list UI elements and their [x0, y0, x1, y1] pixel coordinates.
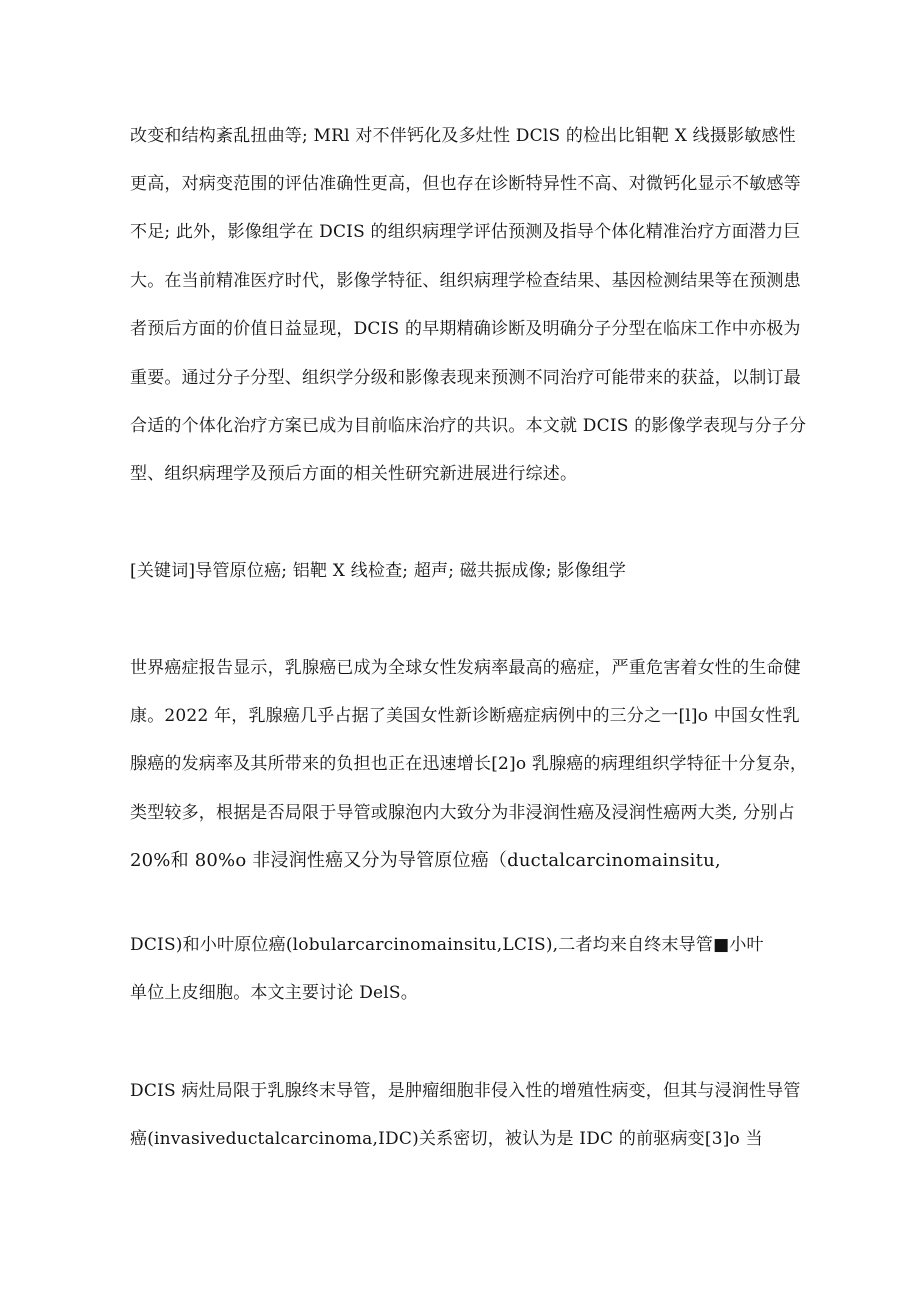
keywords: [关键词]导管原位癌; 铝靶 X 线检查; 超声; 磁共振成像; 影像组学 — [130, 561, 627, 581]
abstract-line: 不足; 此外，影像组学在 DCIS 的组织病理学评估预测及指导个体化精准治疗方面潜力巨 — [130, 222, 801, 242]
abstract-line: 大。在当前精准医疗时代，影像学特征、组织病理学检查结果、基因检测结果等在预测患 — [130, 271, 801, 291]
abstract-line: 更高，对病变范围的评估准确性更高，但也存在诊断特异性不高、对微钙化显示不敏感等 — [130, 174, 801, 194]
body-line: 类型较多，根据是否局限于导管或腺泡内大致分为非浸润性癌及浸润性癌两大类, 分别占 — [130, 803, 795, 823]
abstract-line: 型、组织病理学及预后方面的相关性研究新进展进行综述。 — [130, 464, 578, 484]
body-line: 单位上皮细胞。本文主要讨论 DelS。 — [130, 983, 418, 1003]
body-line: 20%和 80%o 非浸润性癌又分为导管原位癌（ductalcarcinomainsitu, — [130, 850, 721, 871]
abstract-line: 者预后方面的价值日益显现，DCIS 的早期精确诊断及明确分子分型在临床工作中亦极为 — [130, 319, 801, 339]
abstract-line: 合适的个体化治疗方案已成为目前临床治疗的共识。本文就 DCIS 的影像学表现与分子分 — [130, 416, 807, 436]
body-line: 世界癌症报告显示，乳腺癌已成为全球女性发病率最高的癌症，严重危害着女性的生命健 — [130, 658, 801, 678]
body-line: DCIS)和小叶原位癌(lobularcarcinomainsitu,LCIS),二者均来自终末导管■小叶 — [130, 935, 764, 955]
body-line: 腺癌的发病率及其所带来的负担也正在迅速增长[2]o 乳腺癌的病理组织学特征十分复杂， — [130, 754, 808, 774]
abstract-line: 改变和结构紊乱扭曲等; MRl 对不伴钙化及多灶性 DClS 的检出比钼靶 X 线摄影敏感性 — [130, 126, 796, 146]
body-line: 癌(invasiveductalcarcinoma,IDC)关系密切，被认为是 IDC 的前驱病变[3]o 当 — [130, 1129, 763, 1149]
body-line: DCIS 病灶局限于乳腺终末导管，是肿瘤细胞非侵入性的增殖性病变，但其与浸润性导管 — [130, 1081, 801, 1101]
body-line: 康。2022 年，乳腺癌几乎占据了美国女性新诊断癌症病例中的三分之一[l]o 中国女性乳 — [130, 706, 800, 726]
abstract-line: 重要。通过分子分型、组织学分级和影像表现来预测不同治疗可能带来的获益，以制订最 — [130, 368, 801, 388]
